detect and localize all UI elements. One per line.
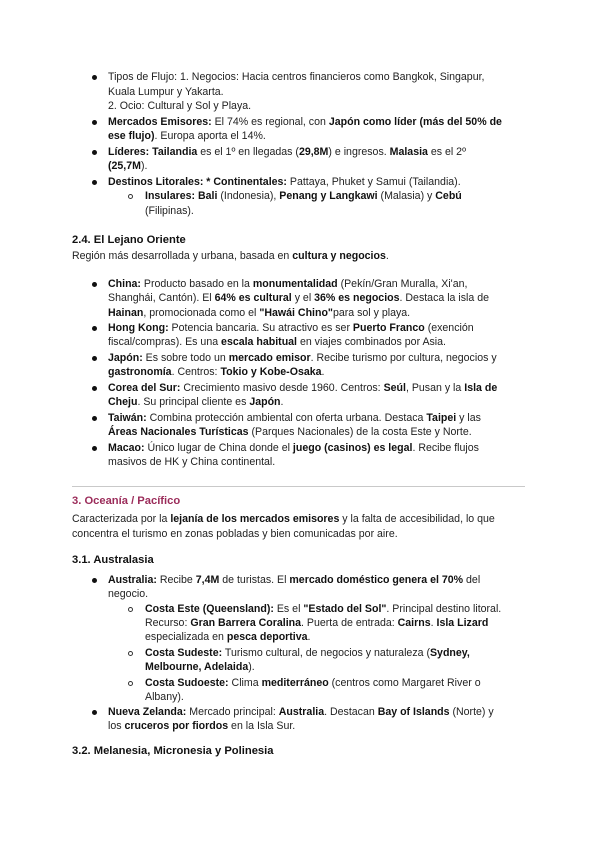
section-heading-2-4: 2.4. El Lejano Oriente (72, 234, 186, 246)
southwest-coast-line-2: Albany). (145, 691, 184, 703)
taiwan-line-2: Áreas Nacionales Turísticas (Parques Nacionales) de la costa Este y Norte. (108, 426, 472, 438)
insular-line-2: (Filipinas). (145, 205, 194, 217)
taiwan-line-1: Taiwán: Combina protección ambiental con oferta urbana. Destaca Taipei y las (108, 412, 481, 424)
southeast-coast-line-1: Costa Sudeste: Turismo cultural, de negocios y naturaleza (Sydney, (145, 647, 470, 659)
section-heading-3-1: 3.1. Australasia (72, 554, 154, 566)
new-zealand-line-2: los cruceros por fiordos en la Isla Sur. (108, 720, 296, 732)
hongkong-line-1: Hong Kong: Potencia bancaria. Su atractivo es ser Puerto Franco (exención (108, 322, 474, 334)
bullet (92, 446, 97, 451)
section-heading-3-2: 3.2. Melanesia, Micronesia y Polinesia (72, 745, 274, 757)
southeast-coast-line-2: Melbourne, Adelaida). (145, 661, 255, 673)
bullet (92, 180, 97, 185)
sub-bullet (128, 651, 133, 656)
markets-line-1: Mercados Emisores: El 74% es regional, con Japón como líder (más del 50% de (108, 116, 502, 128)
macao-line-2: masivos de HK y China continental. (108, 456, 276, 468)
bullet (92, 416, 97, 421)
japan-line-1: Japón: Es sobre todo un mercado emisor. Recibe turismo por cultura, negocios y (108, 352, 497, 364)
sub-bullet (128, 194, 133, 199)
flow-types-line-1: Tipos de Flujo: 1. Negocios: Hacia centros financieros como Bangkok, Singapur, (108, 71, 485, 83)
china-line-1: China: Producto basado en la monumentalidad (Pekín/Gran Muralla, Xi'an, (108, 278, 468, 290)
bullet (92, 282, 97, 287)
southwest-coast-line-1: Costa Sudoeste: Clima mediterráneo (centros como Margaret River o (145, 677, 481, 689)
china-line-2: Shanghái, Cantón). El 64% es cultural y el 36% es negocios. Destaca la isla de (108, 292, 490, 304)
macao-line-1: Macao: Único lugar de China donde el juego (casinos) es legal. Recibe flujos (108, 442, 479, 454)
australia-line-2: negocio. (108, 588, 149, 600)
australia-line-1: Australia: Recibe 7,4M de turistas. El mercado doméstico genera el 70% del (108, 574, 481, 586)
bullet (92, 326, 97, 331)
bullet (92, 578, 97, 583)
flow-types-line-3: 2. Ocio: Cultural y Sol y Playa. (108, 100, 252, 112)
hongkong-line-2: fiscal/compras). Es una escala habitual en viajes combinados por Asia. (108, 336, 447, 348)
east-coast-line-3: especializada en pesca deportiva. (145, 631, 311, 643)
leaders-line-1: Líderes: Tailandia es el 1º en llegadas (29,8M) e ingresos. Malasia es el 2º (108, 146, 466, 158)
oceania-intro-line-2: concentra el turismo en zonas pobladas y bien comunicadas por aire. (72, 528, 398, 540)
far-east-intro: Región más desarrollada y urbana, basada en cultura y negocios. (72, 250, 389, 262)
bullet (92, 710, 97, 715)
bullet (92, 150, 97, 155)
bullet (92, 120, 97, 125)
oceania-intro-line-1: Caracterizada por la lejanía de los mercados emisores y la falta de accesibilidad, lo que (72, 513, 495, 525)
japan-line-2: gastronomía. Centros: Tokio y Kobe-Osaka. (108, 366, 325, 378)
section-heading-3: 3. Oceanía / Pacífico (72, 495, 181, 507)
east-coast-line-1: Costa Este (Queensland): Es el "Estado del Sol". Principal destino litoral. (145, 603, 502, 615)
markets-line-2: ese flujo). Europa aporta el 14%. (108, 130, 266, 142)
sub-bullet (128, 607, 133, 612)
korea-line-2: Cheju. Su principal cliente es Japón. (108, 396, 284, 408)
new-zealand-line-1: Nueva Zelanda: Mercado principal: Australia. Destacan Bay of Islands (Norte) y (108, 706, 494, 718)
flow-types-line-2: Kuala Lumpur y Yakarta. (108, 86, 224, 98)
bullet (92, 356, 97, 361)
insular-line-1: Insulares: Bali (Indonesia), Penang y Langkawi (Malasia) y Cebú (145, 190, 462, 202)
coastal-line-1: Destinos Litorales: * Continentales: Pattaya, Phuket y Samui (Tailandia). (108, 176, 461, 188)
korea-line-1: Corea del Sur: Crecimiento masivo desde 1960. Centros: Seúl, Pusan y la Isla de (108, 382, 498, 394)
section-divider (72, 486, 525, 487)
east-coast-line-2: Recurso: Gran Barrera Coralina. Puerta de entrada: Cairns. Isla Lizard (145, 617, 489, 629)
bullet (92, 386, 97, 391)
leaders-line-2: (25,7M). (108, 160, 148, 172)
sub-bullet (128, 681, 133, 686)
bullet (92, 75, 97, 80)
china-line-3: Hainan, promocionada como el "Hawái Chino"para sol y playa. (108, 307, 411, 319)
